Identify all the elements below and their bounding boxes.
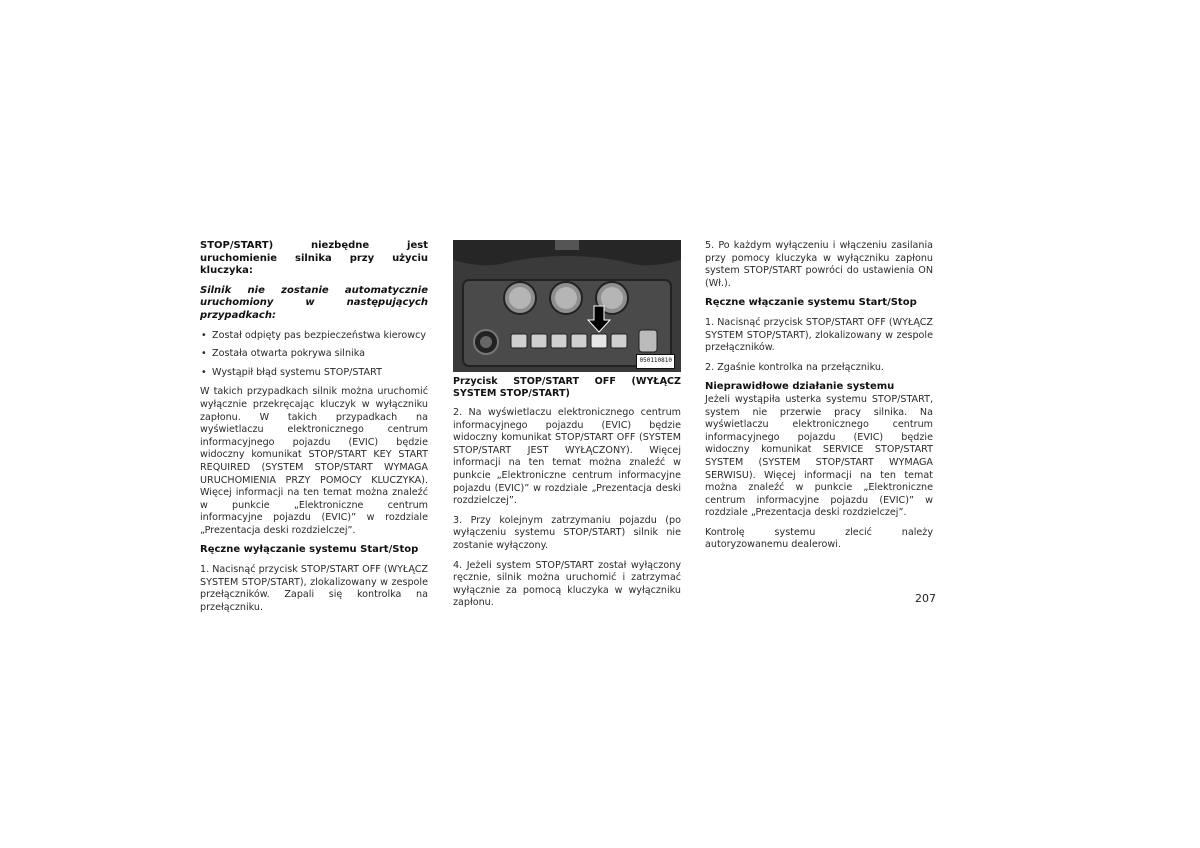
column-right: [705, 240, 933, 559]
paragraph: Kontrolę systemu zlecić należy autoryzowanemu dealerowi.: [705, 526, 933, 551]
section-heading-continued: STOP/START) niezbędne jest uruchomienie silnika przy użyciu kluczyka:: [200, 240, 428, 277]
list-item: • Została otwarta pokrywa silnika: [200, 348, 428, 361]
column-left: [200, 240, 428, 621]
paragraph: 2. Na wyświetlaczu elektronicznego centrum informacyjnego pojazdu (EVIC) będzie widoczny komunikat STOP/START OFF (SYSTEM STOP/START JEST WYŁĄCZONY). Więcej informacji na ten temat można znaleźć w punkcie „Elektroniczne centrum informacyjne pojazdu (EVIC)” w rozdziale „Prezentacja deski rozdzielczej”.: [453, 407, 681, 507]
paragraph: 2. Zgaśnie kontrolka na przełączniku.: [705, 361, 884, 373]
paragraph: W takich przypadkach silnik można uruchomić wyłącznie przekręcając kluczyk w wyłączniku zapłonu. W takich przypadkach na wyświetlaczu elektronicznego centrum informacyjnego pojazdu (EVIC) będzie widoczny komunikat STOP/START KEY START REQUIRED (SYSTEM STOP/START WYMAGA URUCHOMIENIA PRZY POMOCY KLUCZYKA). Więcej informacji na ten temat można znaleźć w punkcie „Elektroniczne centrum informacyjne pojazdu (EVIC)” w rozdziale „Prezentacja deski rozdzielczej”.: [200, 386, 428, 536]
figure-caption: Przycisk STOP/START OFF (WYŁĄCZ SYSTEM STOP/START): [453, 376, 681, 399]
list-item: • Wystąpił błąd systemu STOP/START: [200, 367, 428, 380]
paragraph: 4. Jeżeli system STOP/START został wyłączony ręcznie, silnik można uruchomić i zatrzymać wyłącznie za pomocą kluczyka w wyłączniku zapłonu.: [453, 559, 681, 609]
section-heading: Ręczne wyłączanie systemu Start/Stop: [200, 544, 419, 556]
page-number: 207: [915, 592, 936, 605]
column-middle: [453, 240, 681, 617]
list-item: • Został odpięty pas bezpieczeństwa kierowcy: [200, 330, 428, 343]
section-heading: Ręczne włączanie systemu Start/Stop: [705, 297, 917, 309]
dashboard-switch-figure: [453, 240, 681, 372]
figure-code: 050110810: [636, 354, 675, 369]
paragraph: 3. Przy kolejnym zatrzymaniu pojazdu (po wyłączeniu systemu STOP/START) silnik nie zostanie wyłączony.: [453, 514, 681, 551]
paragraph: 1. Nacisnąć przycisk STOP/START OFF (WYŁĄCZ SYSTEM STOP/START), zlokalizowany w zespole przełączników.: [705, 316, 933, 354]
paragraph: Jeżeli wystąpiła usterka systemu STOP/START, system nie przerwie pracy silnika. Na wyświetlaczu elektronicznego centrum informacyjnego pojazdu (EVIC) będzie widoczny komunikat SERVICE STOP/START SYSTEM (SYSTEM STOP/START WYMAGA SERWISU). Więcej informacji na ten temat można znaleźć w punkcie „Elektroniczne centrum informacyjne pojazdu (EVIC)” w rozdziale „Prezentacja deski rozdzielczej”.: [705, 393, 933, 519]
paragraph: 1. Nacisnąć przycisk STOP/START OFF (WYŁĄCZ SYSTEM STOP/START), zlokalizowany w zespole przełączników. Zapali się kontrolka na przełączniku.: [200, 564, 428, 613]
bullet-list: [200, 330, 428, 380]
dashboard-illustration: [453, 240, 681, 372]
paragraph: 5. Po każdym wyłączeniu i włączeniu zasilania przy pomocy kluczyka w wyłączniku zapłonu system STOP/START powróci do ustawienia ON (Wł.).: [705, 240, 933, 289]
section-heading: Nieprawidłowe działanie systemu: [705, 381, 895, 393]
subheading-italic: Silnik nie zostanie automatycznie uruchomiony w następujących przypadkach:: [200, 284, 428, 321]
